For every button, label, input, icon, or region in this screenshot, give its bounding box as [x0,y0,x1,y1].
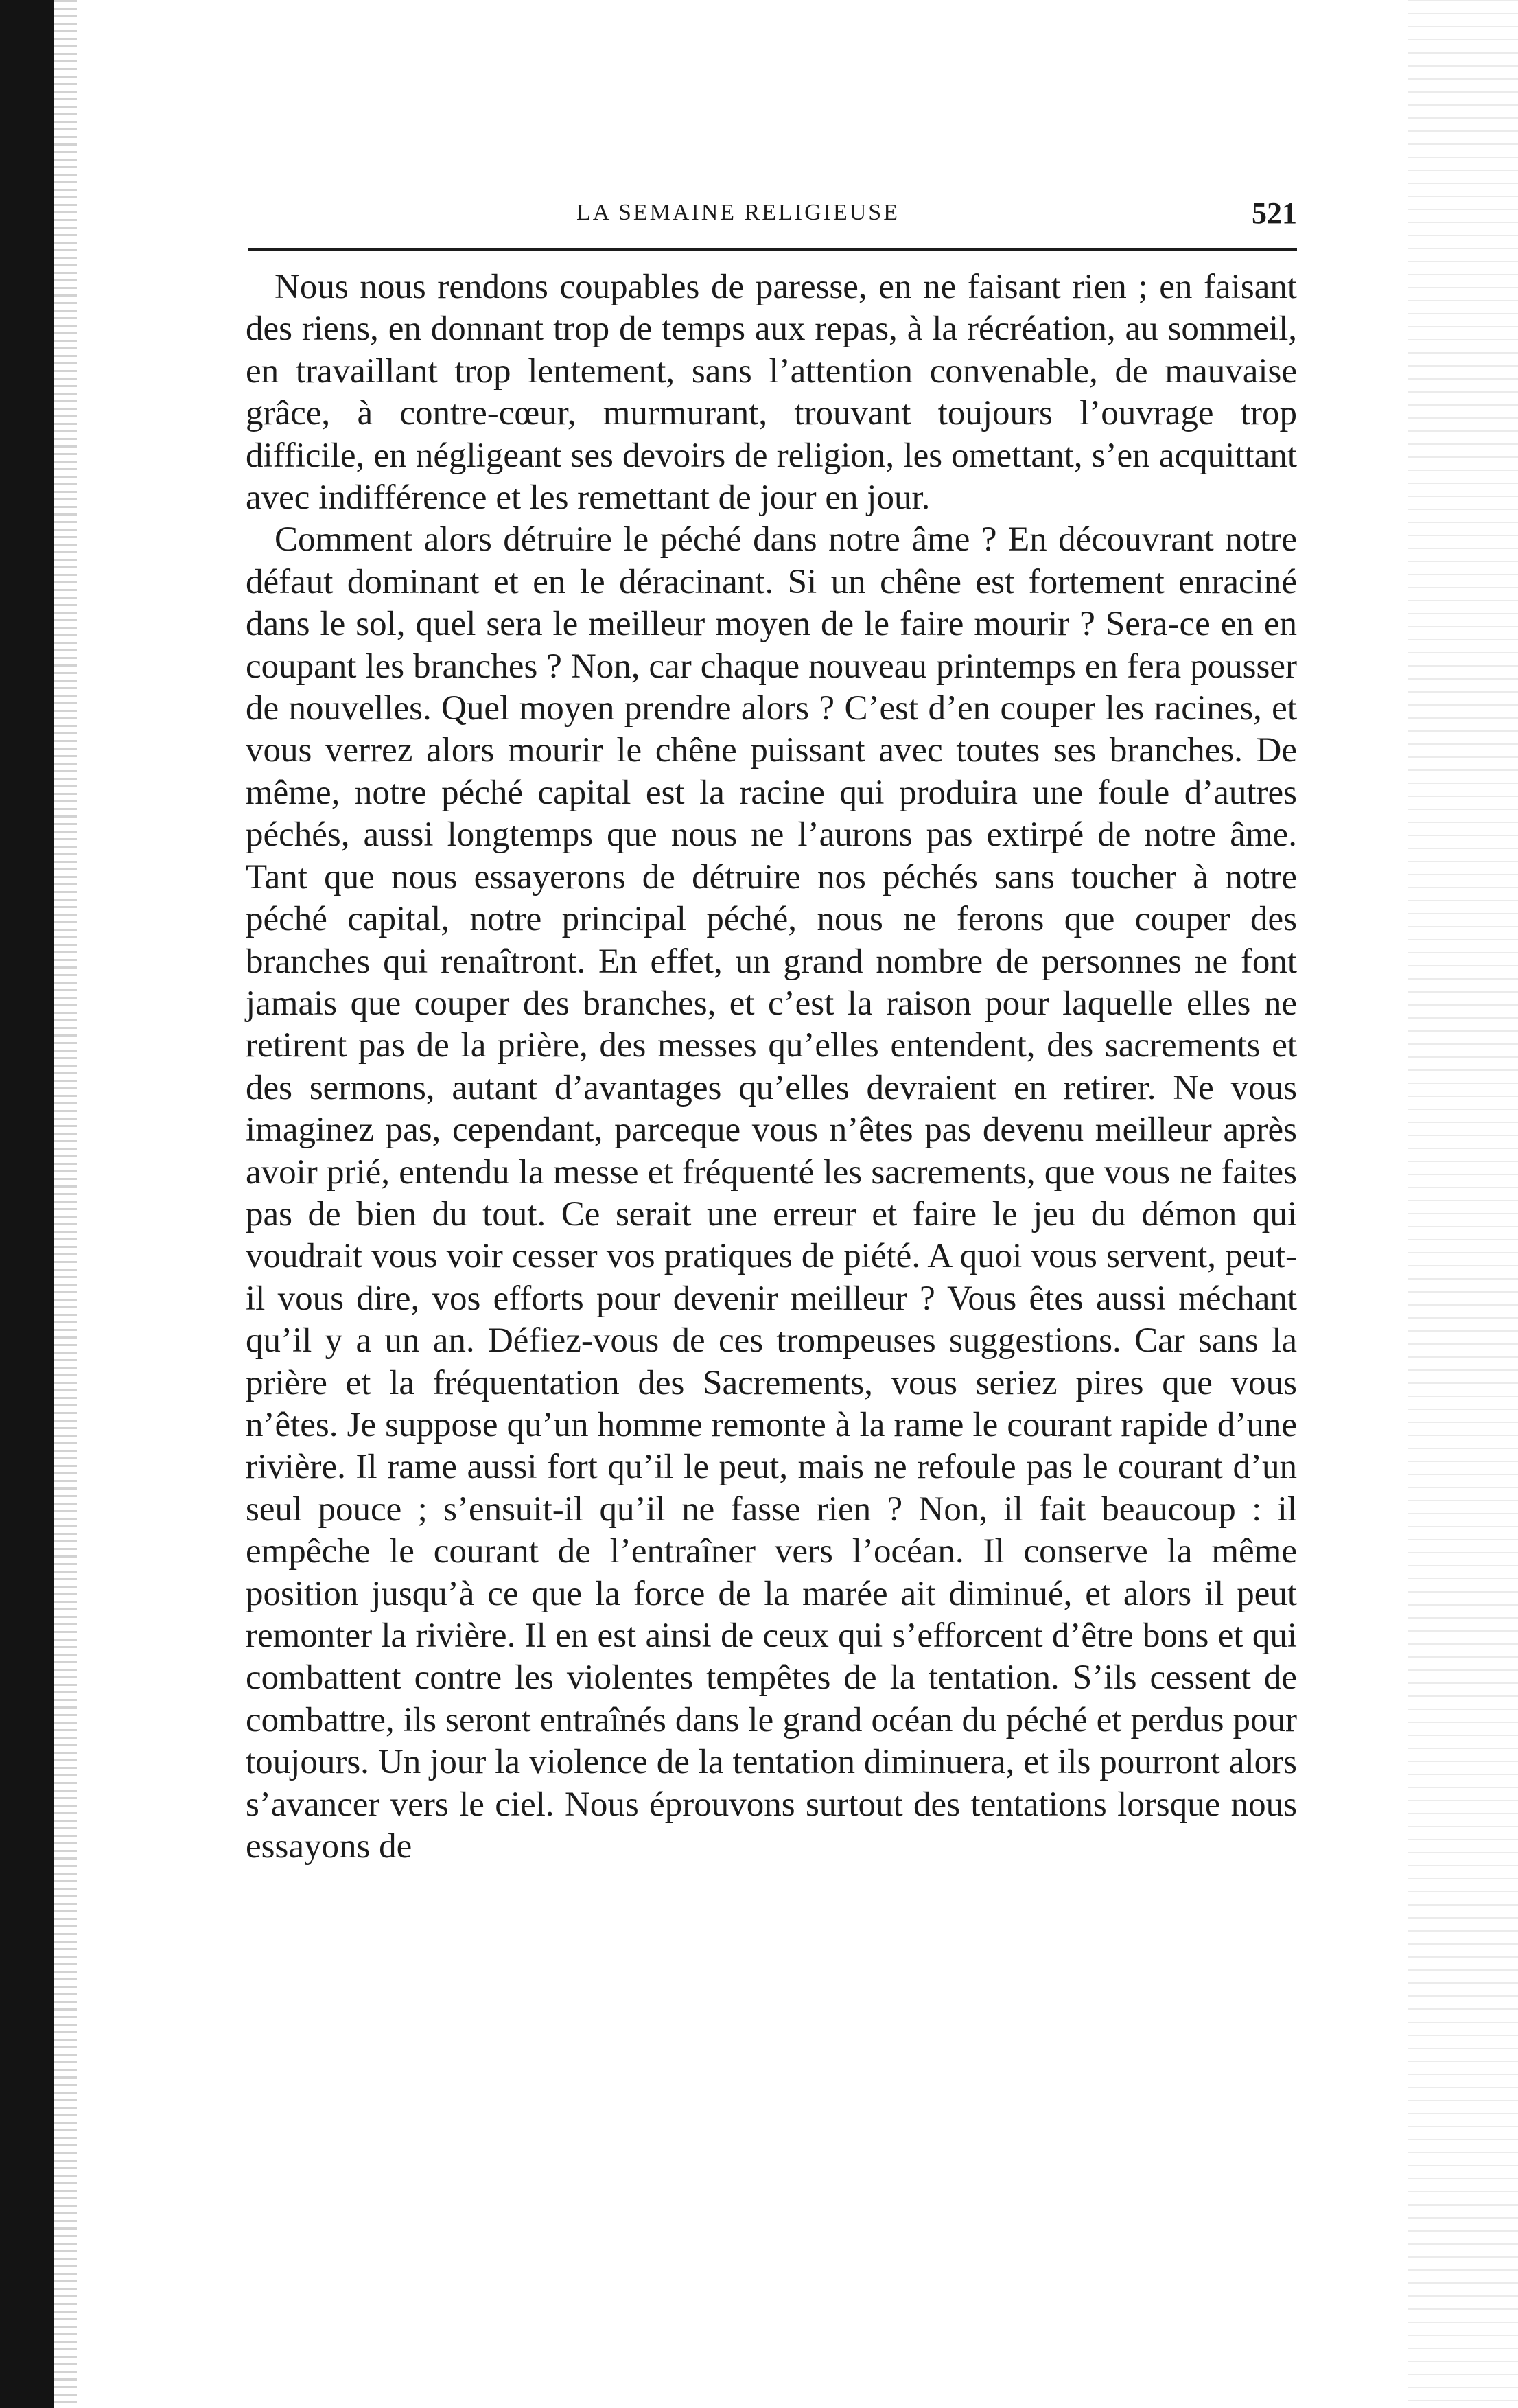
paragraph-root-of-sin: Comment alors détruire le péché dans notre âme ? En découvrant notre défaut dominant et en le déracinant. Si un chêne est fortement enraciné dans le sol, quel sera le meilleur moyen de le faire mourir ? Sera-ce en en coupant les branches ? Non, car chaque nouveau printemps en fera pousser de nouvelles. Quel moyen prendre alors ? C’est d’en couper les racines, et vous verrez alors mourir le chêne puissant avec toutes ses branches. De même, notre péché capital est la racine qui produira une foule d’autres péchés, aussi longtemps que nous ne l’aurons pas extirpé de notre âme. Tant que nous essayerons de détruire nos péchés sans toucher à notre péché capital, notre principal péché, nous ne ferons que couper des branches qui renaîtront. En effet, un grand nombre de personnes ne font jamais que couper des branches, et c’est la raison pour laquelle elles ne retirent pas de la prière, des messes qu’elles entendent, des sacrements et des sermons, autant d’avantages qu’elles devraient en retirer. Ne vous imaginez pas, cependant, parceque vous n’êtes pas devenu meilleur après avoir prié, entendu la messe et fréquenté les sacrements, que vous ne faites pas de bien du tout. Ce serait une erreur et faire le jeu du démon qui voudrait vous voir cesser vos pratiques de piété. A quoi vous servent, peut-il vous dire, vos efforts pour devenir meilleur ? Vous êtes aussi méchant qu’il y a un an. Défiez-vous de ces trompeuses suggestions. Car sans la prière et la fréquentation des Sacrements, vous seriez pires que vous n’êtes. Je suppose qu’un homme remonte à la rame le courant rapide d’une rivière. Il rame aussi fort qu’il le peut, mais ne refoule pas le courant d’un seul pouce ; s’ensuit-il qu’il ne fasse rien ? Non, il fait beaucoup : il empêche le courant de l’entraîner vers l’océan. Il conserve la même position jusqu’à ce que la force de la marée ait diminué, et alors il peut remonter la rivière. Il en est ainsi de ceux qui s’efforcent d’être bons et qui combattent contre les violentes tempêtes de la tentation. S’ils cessent de combattre, ils seront entraînés dans le grand océan du péché et perdus pour toujours. Un jour la violence de la tentation diminuera, et ils pourront alors s’avancer vers le ciel. Nous éprouvons surtout des tentations lorsque nous essayons de [246,520,1297,1866]
right-margin-noise [1408,0,1518,2408]
body-text [246,266,1297,1868]
page-number: 521 [1252,196,1297,230]
book-spine-shadow [0,0,54,2408]
paragraph-sloth: Nous nous rendons coupables de paresse, en ne faisant rien ; en faisant des riens, en donnant trop de temps aux repas, à la récréation, au sommeil, en travaillant trop lentement, sans l’attention convenable, de mauvaise grâce, à contre-cœur, murmurant, trouvant toujours l’ouvrage trop difficile, en négligeant ses devoirs de religion, les omettant, s’en acquittant avec indifférence et les remettant de jour en jour. [246,268,1297,518]
running-header [247,196,1297,237]
header-rule [248,248,1297,251]
running-title: LA SEMAINE RELIGIEUSE [576,200,900,225]
binding-edge-texture [54,0,77,2408]
